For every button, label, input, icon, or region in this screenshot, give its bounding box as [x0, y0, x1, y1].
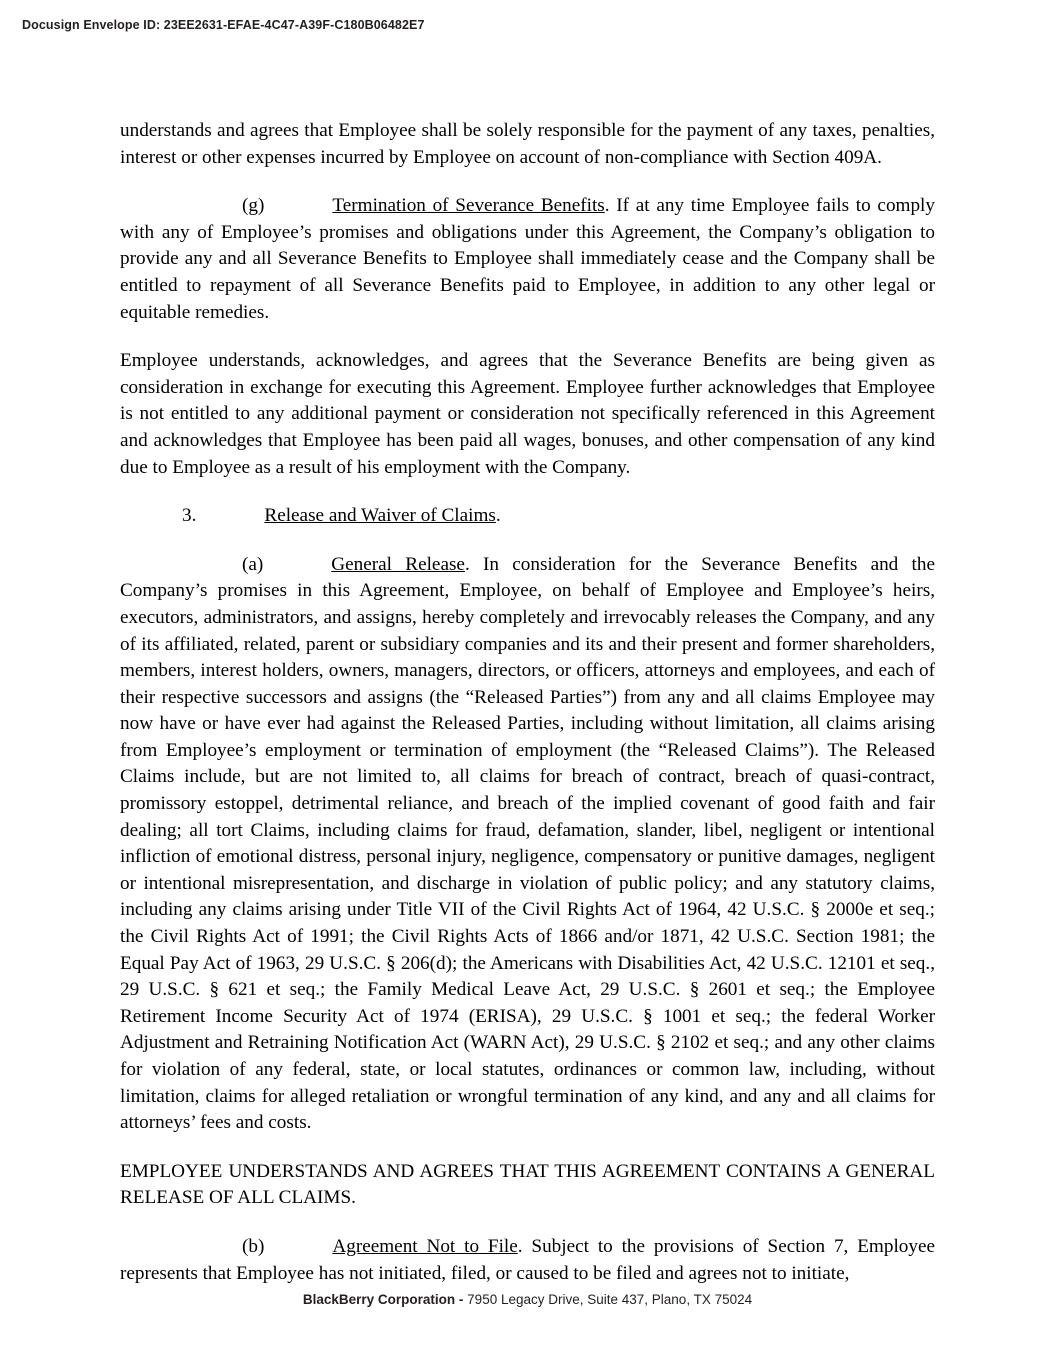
clause-b-text: . Subject to the provisions of Section 7, Employee represents that Employee has not initiated, filed, or caused to be filed and agrees not to initiate, [120, 1235, 936, 1284]
page-footer [0, 1292, 1055, 1307]
docusign-envelope-id: Docusign Envelope ID: 23EE2631-EFAE-4C47-A39F-C180B06482E7 [22, 18, 425, 32]
paragraph-consideration: Employee understands, acknowledges, and agrees that the Severance Benefits are being given as consideration in exchange for executing this Agreement. Employee further acknowledges that Employee is not entitled to any additional payment or consideration not specifically referenced in this Agreement and acknowledges that Employee has been paid all wages, bonuses, and other compensation of any kind due to Employee as a result of his employment with the Company. [120, 350, 935, 478]
spacer [120, 1212, 935, 1234]
paragraph-409a: understands and agrees that Employee shall be solely responsible for the payment of any taxes, penalties, interest or other expenses incurred by Employee on account of non-compliance with Section 409A. [120, 120, 935, 168]
clause-a-label: (a) [242, 553, 264, 575]
footer-company: BlackBerry Corporation - [302, 1292, 464, 1307]
section-3-period: . [495, 505, 501, 527]
footer-address: 7950 Legacy Drive, Suite 437, Plano, TX 75024 [463, 1292, 753, 1307]
section-3-title: Release and Waiver of Claims [264, 505, 496, 527]
spacer [120, 1137, 935, 1159]
clause-b [120, 1234, 935, 1287]
clause-b-label: (b) [242, 1235, 265, 1257]
section-3-number: 3. [182, 505, 197, 527]
clause-a-text: . In consideration for the Severance Benefits and the Company’s promises in this Agreement, Employee, on behalf of Employee and Employee’s heirs, executors, administrators, and assigns, hereby completely and irrevocably releases the Company, and any of its affiliated, related, parent or subsidiary companies and its and their present and former shareholders, members, interest holders, owners, managers, directors, or officers, attorneys and employees, and each of their respective successors and assigns (the “Released Parties”) from any and all claims Employee may now have or have ever had against the Released Parties, including without limitation, all claims arising from Employee’s employment or termination of employment (the “Released Claims”). The Released Claims include, but are not limited to, all claims for breach of contract, breach of quasi-contract, promissory estoppel, detrimental reliance, and breach of the implied covenant of good faith and fair dealing; all tort Claims, including claims for fraud, defamation, slander, libel, negligent or intentional infliction of emotional distress, personal injury, negligence, compensatory or punitive damages, negligent or intentional misrepresentation, and discharge in violation of public policy; and any statutory claims, including any claims arising under Title VII of the Civil Rights Act of 1964, 42 U.S.C. § 2000e et seq.; the Civil Rights Act of 1991; the Civil Rights Acts of 1866 and/or 1871, 42 U.S.C. Section 1981; the Equal Pay Act of 1963, 29 U.S.C. § 206(d); the Americans with Disabilities Act, 42 U.S.C. 12101 et seq., 29 U.S.C. § 621 et seq.; the Family Medical Leave Act, 29 U.S.C. § 2601 et seq.; the Employee Retirement Income Security Act of 1974 (ERISA), 29 U.S.C. § 1001 et seq.; the federal Worker Adjustment and Retraining Notification Act (WARN Act), 29 U.S.C. § 2102 et seq.; and any other claims for violation of any federal, state, or local statutes, ordinances or common law, including, without limitation, claims for alleged retaliation or wrongful termination of any kind, and any and all claims for attorneys’ fees and costs. [120, 553, 935, 1134]
clause-a-heading: General Release [331, 553, 465, 575]
clause-g [120, 193, 935, 326]
section-3-heading-row [120, 503, 935, 530]
clause-g-heading: Termination of Severance Benefits [332, 195, 605, 217]
paragraph-general-release-caps: EMPLOYEE UNDERSTANDS AND AGREES THAT THIS AGREEMENT CONTAINS A GENERAL RELEASE OF ALL CLAIMS. [120, 1160, 935, 1209]
clause-a [120, 552, 935, 1137]
spacer [120, 481, 935, 503]
document-body [120, 118, 935, 1287]
clause-b-heading: Agreement Not to File [332, 1235, 518, 1257]
spacer [120, 171, 935, 193]
spacer [120, 530, 935, 552]
clause-g-label: (g) [242, 195, 265, 217]
spacer [120, 326, 935, 348]
clause-g-text: . If at any time Employee fails to comply with any of Employee’s promises and obligations under this Agreement, the Company’s obligation to provide any and all Severance Benefits to Employee shall immediately cease and the Company shall be entitled to repayment of all Severance Benefits paid to Employee, in addition to any other legal or equitable remedies. [120, 195, 935, 323]
